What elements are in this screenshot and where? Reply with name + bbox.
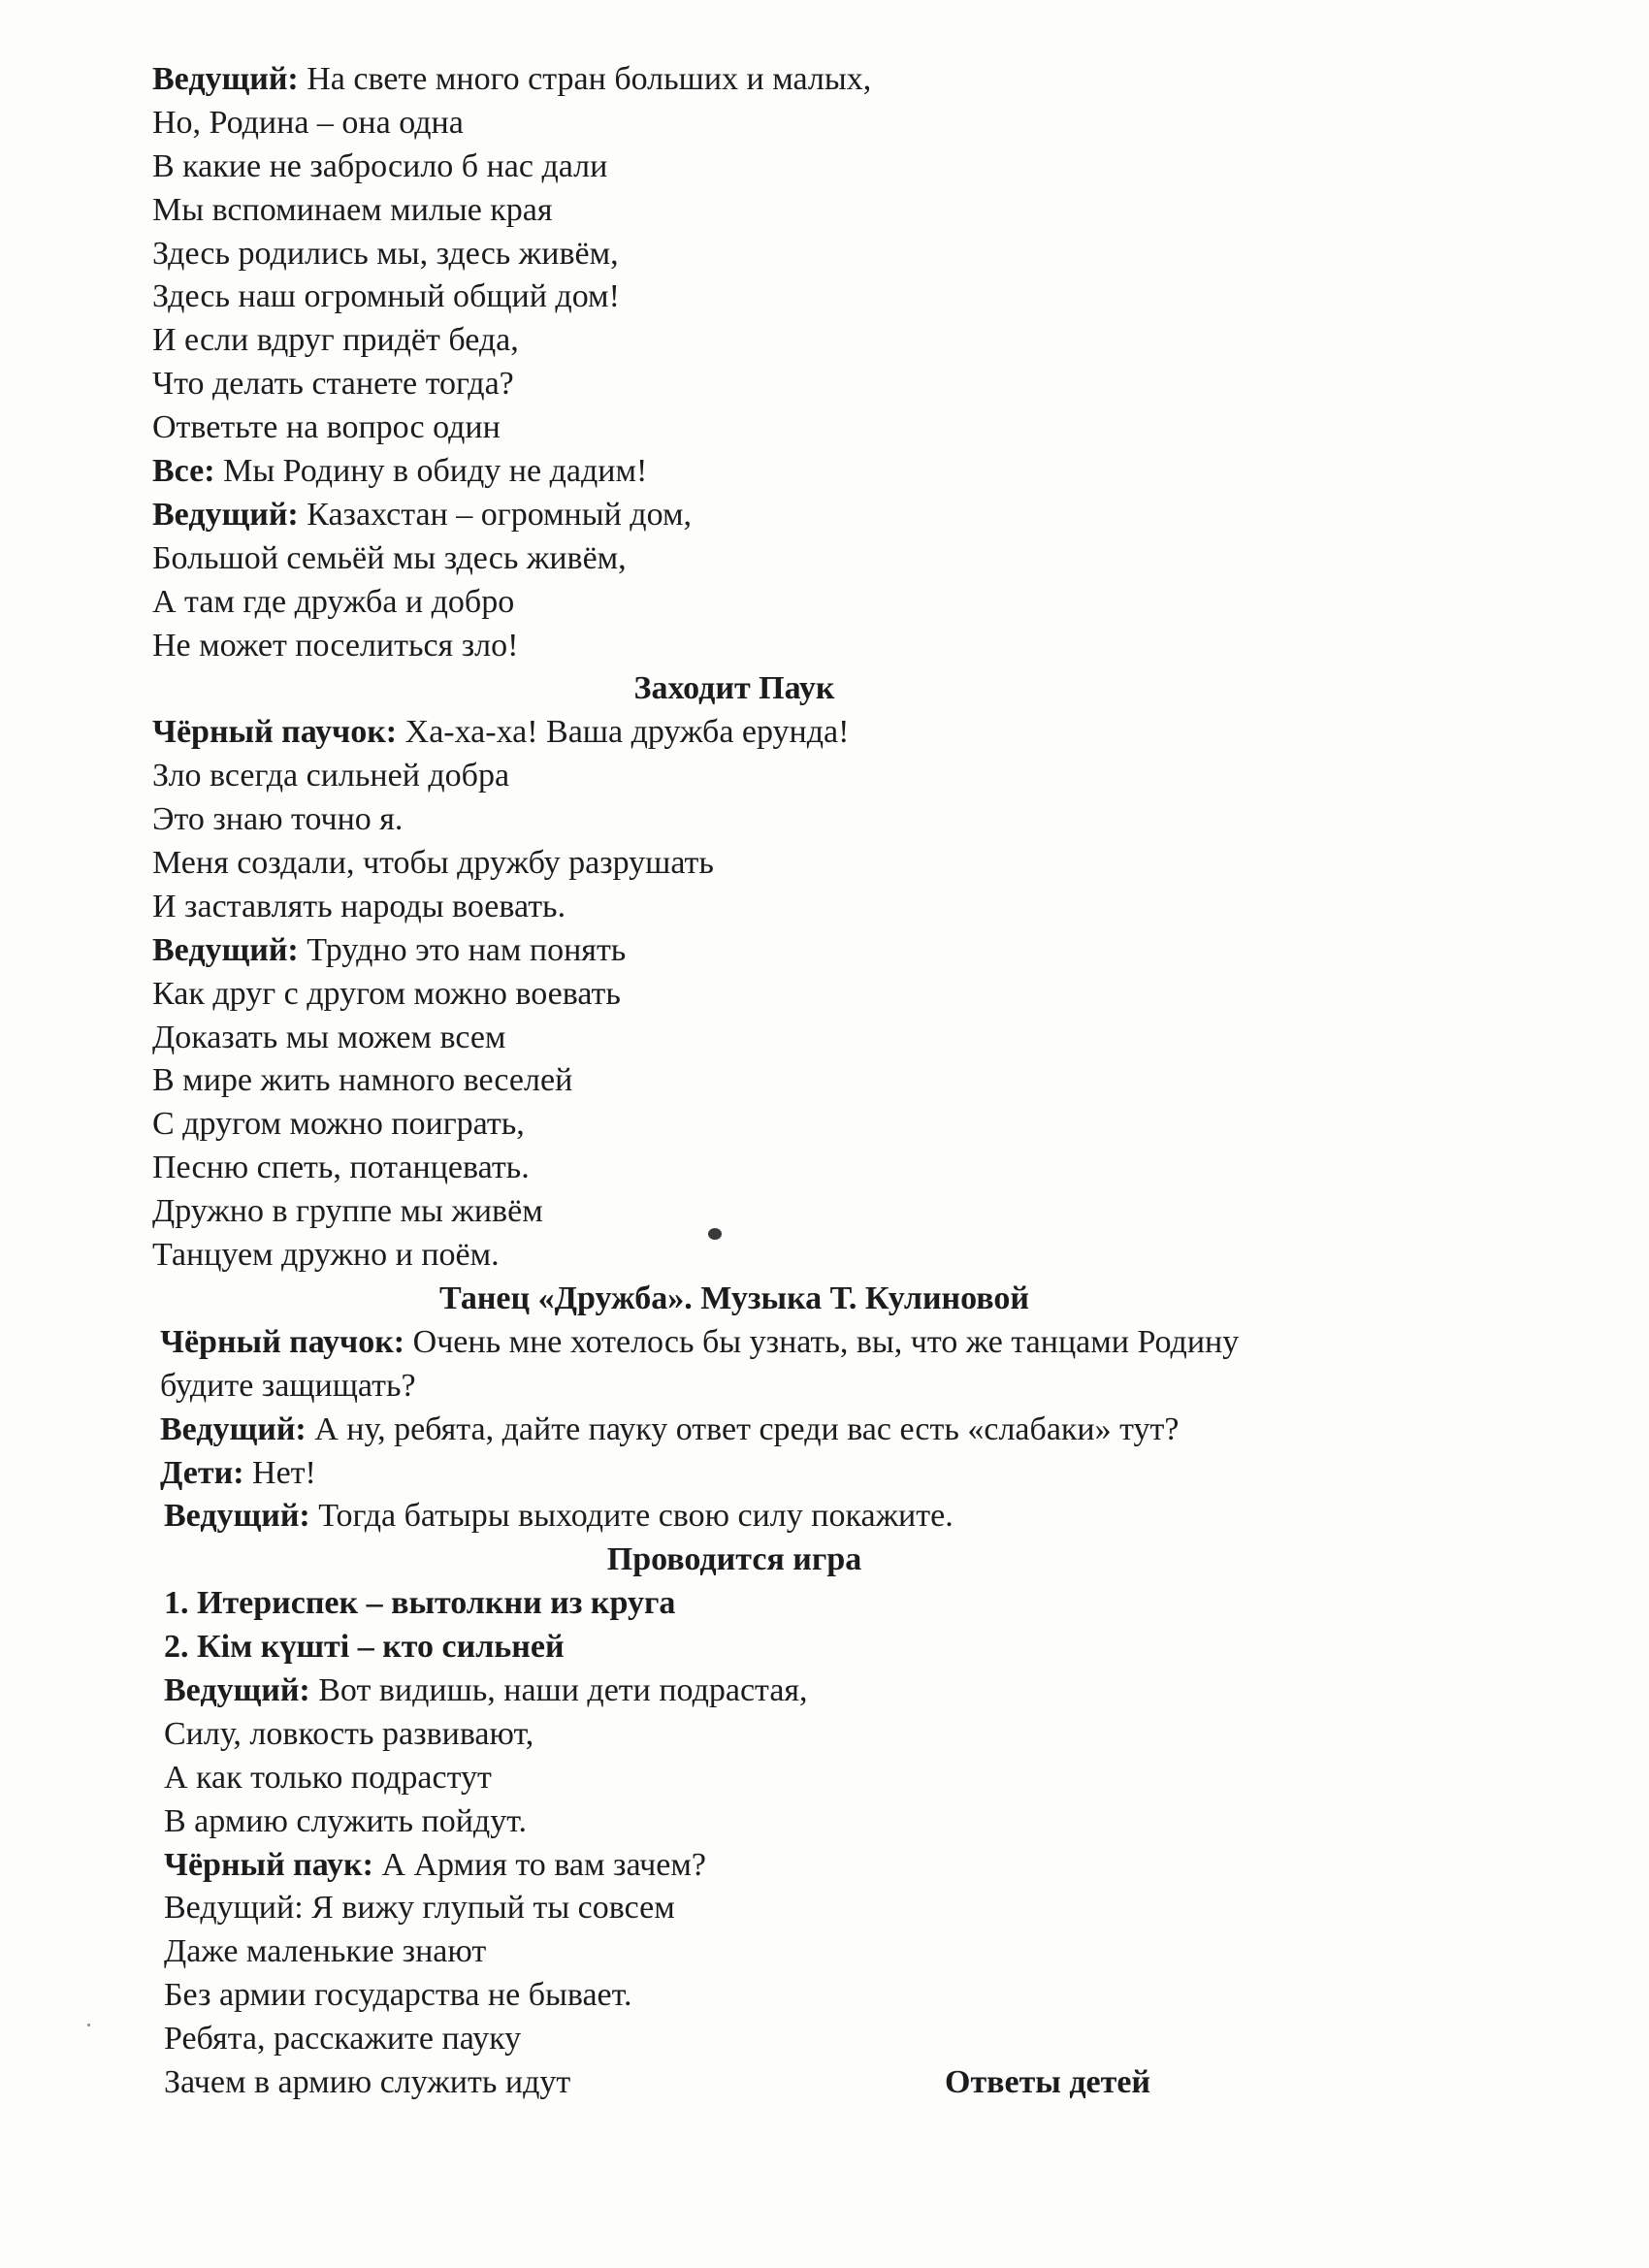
ink-dot [708,1228,722,1240]
line-text: Нет! [243,1454,316,1491]
line: В какие не забросило б нас дали [152,147,608,184]
line [152,1321,1510,1365]
line: И если вдруг придёт беда, [152,322,519,359]
line: Здесь наш огромный общий дом! [152,278,620,315]
speaker-label: Ведущий: [152,931,299,968]
line [152,711,1510,755]
line: В армию служить пойдут. [164,1802,528,1839]
line: Даже маленькие знают [164,1933,487,1970]
line: будите защищать? [160,1367,416,1404]
game-item: 2. Кім күшті – кто сильней [164,1629,565,1666]
script-text [152,58,1510,2105]
line [152,494,1510,537]
line-text: Ха-ха-ха! Ваша дружба ерунда! [397,714,850,751]
line-text: Мы Родину в обиду не дадим! [214,453,648,490]
line: Дружно в группе мы живём [152,1193,543,1230]
line [152,1669,1510,1713]
line-text: Тогда батыры выходите свою силу покажите. [309,1498,954,1535]
speaker-label: Чёрный паучок: [160,1323,405,1360]
line: Что делать станете тогда? [152,366,514,403]
line: Доказать мы можем всем [152,1019,506,1055]
line: Ведущий: Я вижу глупый ты совсем [164,1890,675,1927]
line: Песню спеть, потанцевать. [152,1150,530,1186]
line: Без армии государства не бывает. [164,1977,632,2014]
line: А там где дружба и добро [152,583,515,620]
scan-speck [87,2024,90,2026]
speaker-label: Дети: [160,1454,244,1491]
line-text: А ну, ребята, дайте пауку ответ среди вас есть «слабаки» тут? [306,1410,1180,1447]
line [152,1844,1510,1888]
line [152,1495,1510,1539]
line [152,929,1510,973]
stage-direction-heading: Танец «Дружба». Музыка Т. Кулиновой [439,1280,1029,1316]
line: В мире жить намного веселей [152,1062,573,1099]
line: Ответьте на вопрос один [152,409,501,446]
speaker-label: Ведущий: [152,61,299,97]
stage-direction-heading: Заходит Паук [633,670,835,707]
line-text: Очень мне хотелось бы узнать, вы, что же танцами Родину [404,1323,1240,1360]
line-text: Трудно это нам понять [298,931,627,968]
speaker-label: Чёрный паучок: [152,714,398,751]
line-text: Казахстан – огромный дом, [298,496,692,533]
line: Здесь родились мы, здесь живём, [152,235,619,272]
line [152,58,1510,102]
speaker-label: Ведущий: [152,496,299,533]
line: Зло всегда сильней добра [152,758,510,794]
line: С другом можно поиграть, [152,1106,525,1143]
line [152,450,1510,494]
stage-direction-aside: Ответы детей [945,2063,1151,2100]
speaker-label: Ведущий: [160,1410,307,1447]
speaker-label: Ведущий: [164,1498,310,1535]
line: Но, Родина – она одна [152,104,464,141]
line: А как только подрастут [164,1759,492,1796]
line-text: Зачем в армию служить идут [164,2063,571,2100]
line: И заставлять народы воевать. [152,888,566,924]
line: Не может поселиться зло! [152,627,519,664]
line-text: На свете много стран больших и малых, [298,61,872,97]
speaker-label: Чёрный паук: [164,1846,373,1883]
line: Силу, ловкость развивают, [164,1715,534,1752]
game-item: 1. Итериспек – вытолкни из круга [164,1585,676,1622]
line: Мы вспоминаем милые края [152,191,553,228]
stage-direction-heading: Проводится игра [606,1541,862,1578]
speaker-label: Ведущий: [164,1671,310,1708]
line: Это знаю точно я. [152,801,404,838]
line: Меня создали, чтобы дружбу разрушать [152,845,714,882]
line [152,1409,1510,1452]
line-text: Вот видишь, наши дети подрастая, [309,1671,808,1708]
line: Как друг с другом можно воевать [152,975,621,1012]
line: Ребята, расскажите пауку [164,2021,522,2057]
line: Танцуем дружно и поём. [152,1237,500,1274]
line: Большой семьёй мы здесь живём, [152,539,627,576]
line [152,2061,1522,2105]
line-text: А Армия то вам зачем? [372,1846,706,1883]
speaker-label: Все: [152,453,215,490]
line [152,1452,1510,1496]
